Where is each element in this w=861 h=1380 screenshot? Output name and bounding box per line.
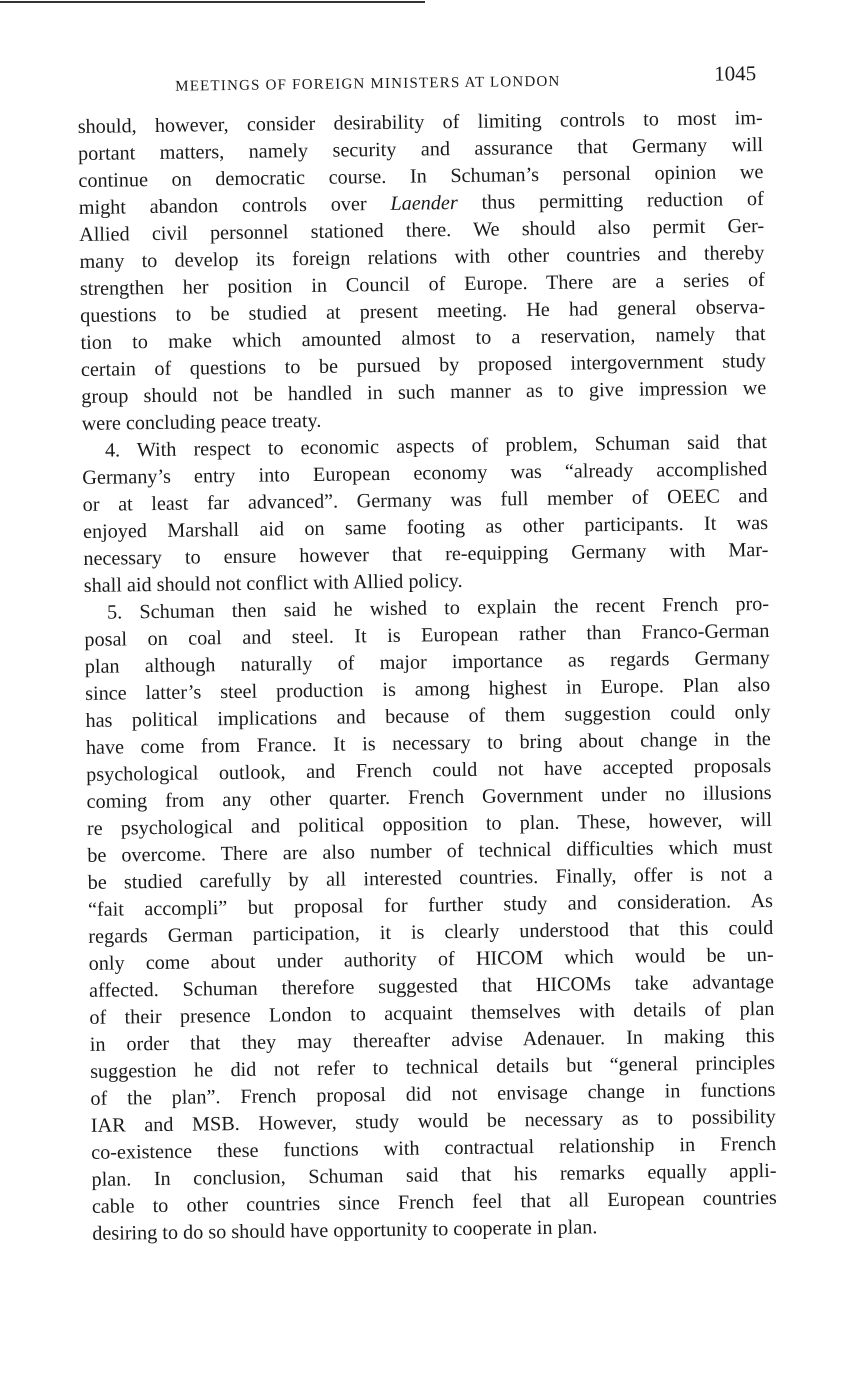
text-line: 5. Schuman then said he wished to explain the recent French pro- bbox=[106, 592, 770, 624]
paragraph bbox=[82, 429, 769, 600]
document-page bbox=[77, 61, 777, 1248]
text-line: since latter’s steel production is among highest in Europe. Plan also bbox=[85, 673, 771, 705]
text-line: cable to other countries since French feel that all European countries bbox=[91, 1186, 777, 1218]
text-line: Germany’s entry into European economy was “already accomplished bbox=[82, 457, 768, 489]
text-line: Allied civil personnel stationed there. We should also permit Ger- bbox=[79, 215, 765, 246]
text-line: plan. In conclusion, Schuman said that his remarks equally appli- bbox=[91, 1159, 777, 1191]
paragraph bbox=[78, 105, 767, 438]
text-line: necessary to ensure however that re-equipping Germany with Mar- bbox=[83, 538, 769, 570]
text-line: portant matters, namely security and assurance that Germany will bbox=[77, 134, 764, 165]
text-line: of the plan”. French proposal did not envisage change in functions bbox=[90, 1078, 776, 1110]
text-line: certain of questions to be pursued by proposed intergovernment study bbox=[80, 350, 767, 381]
page-header bbox=[77, 61, 763, 114]
page-number: 1045 bbox=[713, 61, 757, 86]
text-line: 4. With respect to economic aspects of problem, Schuman said that bbox=[104, 431, 768, 462]
text-line: shall aid should not conflict with Allied policy. bbox=[83, 569, 463, 597]
text-line: tion to make which amounted almost to a reservation, namely that bbox=[80, 323, 766, 354]
text-line: posal on coal and steel. It is European rather than Franco-German bbox=[84, 619, 770, 651]
italic-term: Laender bbox=[390, 192, 458, 215]
text-line: coming from any other quarter. French Government under no illusions bbox=[86, 781, 772, 813]
text-line: “fait accompli” but proposal for further study and consideration. As bbox=[87, 889, 774, 921]
text-line: of their presence London to acquaint themselves with details of plan bbox=[89, 997, 775, 1029]
text-line: were concluding peace treaty. bbox=[81, 409, 322, 435]
text-line: co-existence these functions with contractual relationship in French bbox=[91, 1132, 777, 1164]
text-segment: might abandon controls over bbox=[78, 192, 391, 219]
text-line: strengthen her position in Council of Europe. There are a series of bbox=[79, 269, 765, 300]
text-segment: thus permitting reduction of bbox=[457, 188, 764, 215]
text-line: should, however, consider desirability of limiting controls to most im- bbox=[77, 107, 763, 138]
text-line: affected. Schuman therefore suggested that HICOMs take advantage bbox=[88, 970, 775, 1002]
text-line: questions to be studied at present meeting. He had general observa- bbox=[80, 296, 766, 327]
text-line: in order that they may thereafter advise Adenauer. In making this bbox=[89, 1024, 775, 1056]
text-line: enjoyed Marshall aid on same footing as other participants. It was bbox=[82, 511, 769, 543]
paragraph bbox=[84, 591, 777, 1248]
running-title: MEETINGS OF FOREIGN MINISTERS AT LONDON bbox=[175, 73, 561, 95]
text-line: only come about under authority of HICOM which would be un- bbox=[88, 943, 774, 975]
text-line: regards German participation, it is clearly understood that this could bbox=[88, 916, 774, 948]
top-rule bbox=[0, 1, 425, 3]
text-line: re psychological and political opposition to plan. These, however, will bbox=[86, 808, 773, 840]
text-line: plan although naturally of major importance as regards Germany bbox=[84, 646, 770, 678]
text-line: or at least far advanced”. Germany was full member of OEEC and bbox=[82, 484, 768, 516]
text-line: be studied carefully by all interested countries. Finally, offer is not a bbox=[87, 862, 773, 894]
text-line: psychological outlook, and French could not have accepted proposals bbox=[86, 754, 772, 786]
text-line: has political implications and because of them suggestion could only bbox=[85, 700, 771, 732]
text-line: suggestion he did not refer to technical details but “general principles bbox=[89, 1051, 776, 1083]
text-line: desiring to do so should have opportunity to cooperate in plan. bbox=[92, 1216, 598, 1245]
text-line: have come from France. It is necessary to bring about change in the bbox=[85, 727, 771, 759]
text-line: group should not be handled in such manner as to give impression we bbox=[81, 377, 767, 408]
text-line: continue on democratic course. In Schuman’s personal opinion we bbox=[78, 161, 764, 192]
text-line: many to develop its foreign relations with other countries and thereby bbox=[79, 242, 765, 273]
body-text bbox=[78, 105, 778, 1248]
text-line: be overcome. There are also number of technical difficulties which must bbox=[87, 835, 773, 867]
text-line: IAR and MSB. However, study would be necessary as to possibility bbox=[90, 1105, 776, 1137]
